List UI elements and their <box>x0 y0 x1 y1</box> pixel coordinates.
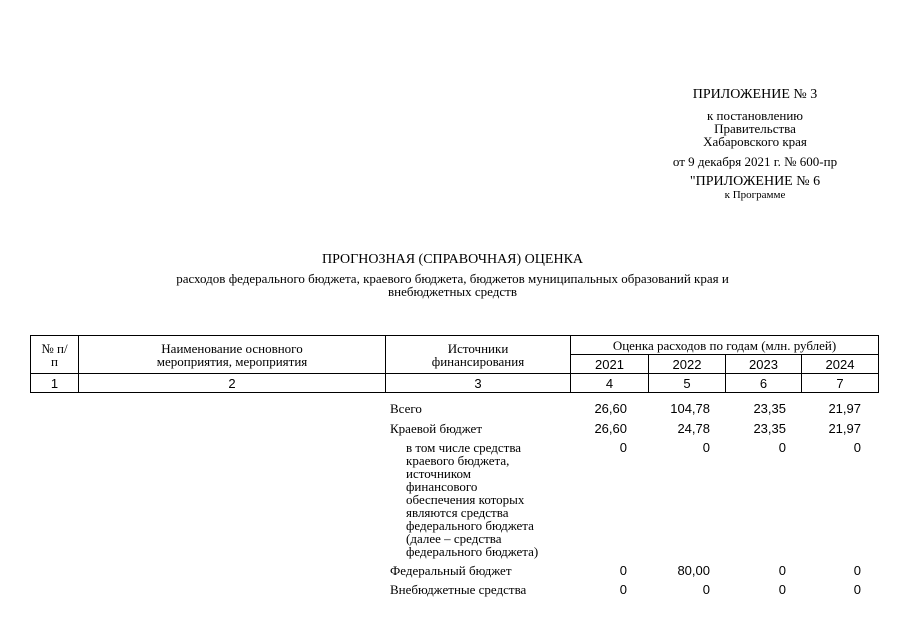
table-cell: 26,60 <box>594 421 627 436</box>
header-num: № п/п <box>31 336 79 374</box>
row-label-line: федерального бюджета) <box>406 544 539 559</box>
row-label-total: Всего <box>390 401 422 416</box>
table-cell: 0 <box>702 440 710 455</box>
header-year: 2022 <box>649 355 726 374</box>
row-label-line: финансового <box>406 479 478 494</box>
table-cell: 0 <box>778 582 786 597</box>
row-label-line: федерального бюджета <box>406 518 534 533</box>
appendix-program: к Программе <box>724 189 786 201</box>
row-label-line: обеспечения которых <box>406 492 525 507</box>
document-title: ПРОГНОЗНАЯ (СПРАВОЧНАЯ) ОЦЕНКА <box>321 252 584 267</box>
column-number: 7 <box>802 374 879 393</box>
row-label-line: являются средства <box>406 505 509 520</box>
subtitle-line: расходов федерального бюджета, краевого бюджета, бюджетов муниципальных образований края и <box>176 271 729 286</box>
header-name: Наименование основного мероприятия, мероприятия <box>79 336 386 374</box>
table-cell: 0 <box>853 563 861 578</box>
header-source: Источники финансирования <box>386 336 571 374</box>
header-estimate: Оценка расходов по годам (млн. рублей) <box>571 336 879 355</box>
table-cell: 0 <box>619 582 627 597</box>
row-label-line: (далее – средства <box>406 531 502 546</box>
row-label-line: краевого бюджета, <box>406 453 510 468</box>
table-cell: 24,78 <box>677 421 710 436</box>
column-number: 4 <box>571 374 649 393</box>
column-number: 1 <box>31 374 79 393</box>
table-cell: 0 <box>619 440 627 455</box>
table-cell: 0 <box>619 563 627 578</box>
appendix-line: Правительства <box>714 121 796 136</box>
appendix-6-title: "ПРИЛОЖЕНИЕ № 6 <box>689 174 821 189</box>
table-cell: 21,97 <box>828 421 861 436</box>
row-label-federal: Федеральный бюджет <box>390 563 512 578</box>
row-label-extrabudgetary: Внебюджетные средства <box>390 582 527 597</box>
row-label-line: источником <box>406 466 471 481</box>
table-cell: 80,00 <box>677 563 710 578</box>
table-cell: 0 <box>778 563 786 578</box>
table-cell: 0 <box>778 440 786 455</box>
table-cell: 0 <box>853 440 861 455</box>
appendix-block <box>610 88 900 201</box>
table-cell: 23,35 <box>753 401 786 416</box>
row-label-regional: Краевой бюджет <box>390 421 483 436</box>
header-year: 2021 <box>571 355 649 374</box>
appendix-title: ПРИЛОЖЕНИЕ № 3 <box>692 87 818 102</box>
column-number: 6 <box>726 374 802 393</box>
table-cell: 21,97 <box>828 401 861 416</box>
table-header <box>30 335 879 393</box>
column-number: 3 <box>386 374 571 393</box>
subtitle-line: внебюджетных средств <box>388 284 517 299</box>
document-subtitle <box>100 272 805 298</box>
table-cell: 104,78 <box>670 401 710 416</box>
table-cell: 23,35 <box>753 421 786 436</box>
table-cell: 26,60 <box>594 401 627 416</box>
appendix-line: Хабаровского края <box>703 134 807 149</box>
appendix-line: к постановлению <box>706 108 804 123</box>
appendix-date: от 9 декабря 2021 г. № 600-пр <box>672 154 838 169</box>
table-cell: 0 <box>702 582 710 597</box>
header-year: 2023 <box>726 355 802 374</box>
table-cell: 0 <box>853 582 861 597</box>
column-number: 5 <box>649 374 726 393</box>
header-year: 2024 <box>802 355 879 374</box>
row-label-including <box>406 441 576 558</box>
row-label-line: в том числе средства <box>406 440 522 455</box>
column-number: 2 <box>79 374 386 393</box>
